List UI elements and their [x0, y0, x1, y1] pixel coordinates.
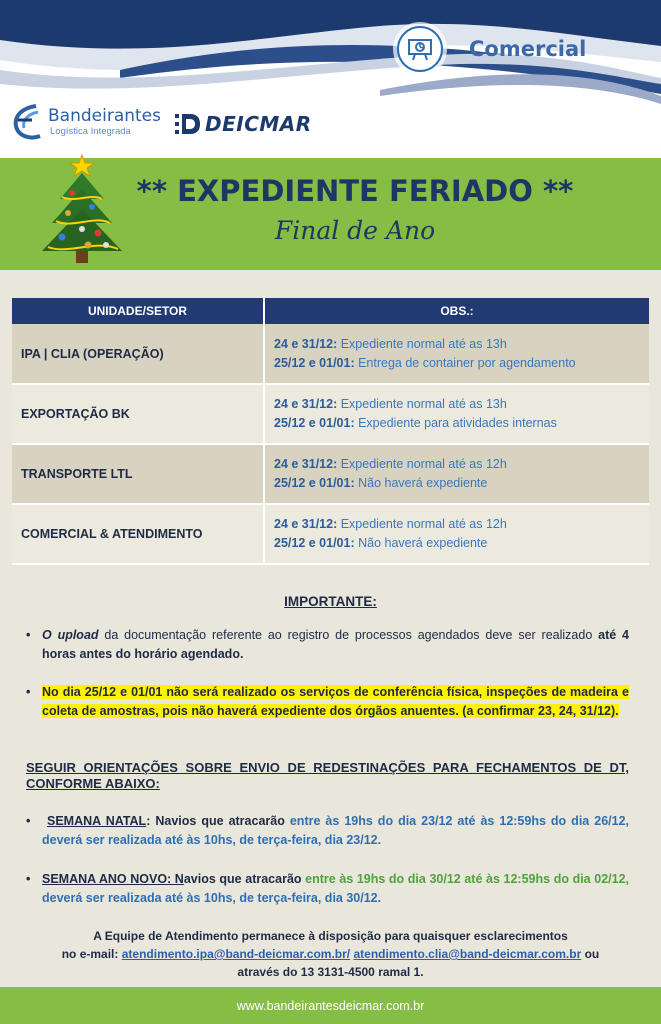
- important-heading: IMPORTANTE:: [284, 594, 377, 609]
- unit-cell: IPA | CLIA (OPERAÇÃO): [12, 324, 264, 384]
- orientation-heading: SEGUIR ORIENTAÇÕES SOBRE ENVIO DE REDESTINAÇÕES PARA FECHAMENTOS DE DT, CONFORME ABAIXO:: [26, 760, 629, 791]
- footer: [0, 987, 661, 1024]
- department-label: Comercial: [469, 37, 587, 61]
- list-item: • O upload da documentação referente ao registro de processos agendados deve ser realizado até 4 horas antes do horário agendado.: [26, 628, 629, 661]
- table-header-row: [12, 298, 649, 324]
- email-link-ipa[interactable]: atendimento.ipa@band-deicmar.com.br/: [121, 947, 351, 961]
- bandeirantes-swirl-icon: [12, 102, 44, 142]
- obs-cell: 24 e 31/12: Expediente normal até as 12h 25/12 e 01/01: Não haverá expediente: [264, 444, 649, 504]
- table-row: [12, 444, 649, 504]
- schedule-table-section: [0, 270, 661, 582]
- list-item: • SEMANA NATAL: Navios que atracarão entre às 19hs do dia 23/12 até às 12:59hs do dia 26/12, deverá ser realizada até às 10hs, de terça-feira, dia 23/12.: [26, 814, 629, 847]
- column-header-obs: OBS.:: [264, 298, 649, 324]
- info-section: [0, 582, 661, 987]
- obs-cell: 24 e 31/12: Expediente normal até as 12h 25/12 e 01/01: Não haverá expediente: [264, 504, 649, 564]
- presentation-board-icon: [397, 26, 443, 72]
- schedule-table: [12, 298, 649, 565]
- website-link[interactable]: www.bandeirantesdeicmar.com.br: [236, 998, 425, 1013]
- unit-cell: EXPORTAÇÃO BK: [12, 384, 264, 444]
- table-row: [12, 384, 649, 444]
- unit-cell: COMERCIAL & ATENDIMENTO: [12, 504, 264, 564]
- list-item: • SEMANA ANO NOVO: Navios que atracarão entre às 19hs do dia 30/12 até às 12:59hs do dia 02/12, deverá ser realizada até às 10hs, de terça-feira, dia 30/12.: [26, 872, 629, 905]
- highlighted-notice: No dia 25/12 e 01/01 não será realizado os serviços de conferência física, inspeções de madeira e coleta de amostras, pois não haverá expediente dos órgãos anuentes. (a confirmar 23, 24, 31/12).: [42, 685, 629, 718]
- main-title: ** EXPEDIENTE FERIADO **: [136, 174, 574, 208]
- list-item: • No dia 25/12 e 01/01 não será realizado os serviços de conferência física, inspeções de madeira e coleta de amostras, pois não haverá expediente dos órgãos anuentes. (a confirmar 23, 24, 31/12).: [26, 685, 629, 718]
- deicmar-logo: [175, 112, 312, 136]
- obs-cell: 24 e 31/12: Expediente normal até as 13h 25/12 e 01/01: Entrega de container por agendamento: [264, 324, 649, 384]
- email-link-clia[interactable]: atendimento.clia@band-deicmar.com.br: [353, 947, 582, 961]
- subtitle: Final de Ano: [274, 216, 436, 245]
- header: [0, 0, 661, 158]
- table-row: [12, 504, 649, 564]
- deicmar-name: DEICMAR: [205, 112, 312, 136]
- column-header-unit: UNIDADE/SETOR: [12, 298, 264, 324]
- bandeirantes-tagline: Logística Integrada: [50, 125, 131, 137]
- department-badge: [397, 26, 586, 72]
- contact-note: A Equipe de Atendimento permanece à disposição para quaisquer esclarecimentos no e-mail: atendimento.ipa@band-deicmar.com.br/ atendimento.clia@band-deicmar.com.br ou através do 13 3131-4500 ramal 1.: [61, 929, 600, 979]
- christmas-tree-icon: [38, 153, 126, 267]
- unit-cell: TRANSPORTE LTL: [12, 444, 264, 504]
- deicmar-mark-icon: [175, 113, 201, 135]
- bandeirantes-logo: [12, 102, 161, 142]
- bandeirantes-name: Bandeirantes: [48, 105, 161, 126]
- obs-cell: 24 e 31/12: Expediente normal até as 13h 25/12 e 01/01: Expediente para atividades internas: [264, 384, 649, 444]
- table-row: [12, 324, 649, 384]
